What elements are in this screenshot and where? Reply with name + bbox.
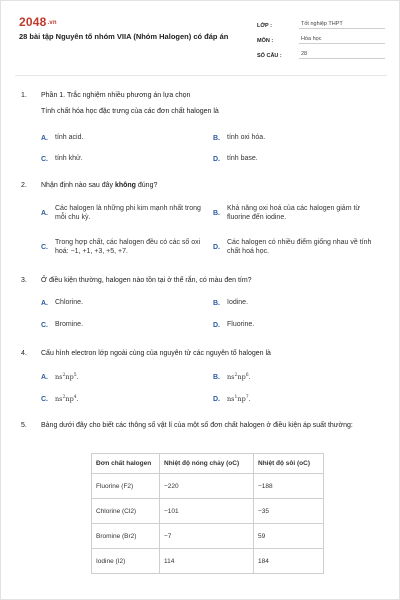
header-divider (15, 75, 387, 76)
question-text-part: đúng? (135, 182, 158, 189)
table-header-cell: Nhiệt độ nóng chảy (oC) (160, 454, 254, 474)
meta-value: 28 (299, 51, 385, 59)
option-letter: C. (41, 395, 48, 403)
formula-part: ns (227, 395, 235, 404)
formula-part: np (65, 373, 74, 382)
option-letter: B. (213, 134, 220, 142)
meta-label: MÔN : (257, 38, 274, 44)
option-b[interactable] (213, 201, 383, 225)
option-text: tính acid. (55, 134, 84, 142)
option-letter: D. (213, 243, 220, 251)
document-header (19, 15, 385, 59)
question-5 (21, 421, 383, 431)
option-letter: B. (213, 299, 220, 307)
table-cell: Iodine (I2) (92, 549, 160, 574)
option-text: Chlorine. (55, 299, 84, 307)
table-cell: Chlorine (Cl2) (92, 499, 160, 524)
formula-exponent: 2 (234, 372, 238, 378)
option-letter: C. (41, 243, 48, 251)
meta-label: SỐ CÂU : (257, 53, 282, 59)
option-letter: D. (213, 155, 220, 163)
question-number: 3. (21, 277, 27, 284)
section-title: Phần 1. Trắc nghiệm nhiều phương án lựa chọn (41, 92, 191, 99)
formula-exponent: 7 (245, 394, 249, 400)
question-text: Tính chất hóa học đặc trưng của các đơn chất halogen là (41, 108, 219, 115)
question-number: 2. (21, 182, 27, 189)
formula-part: ns (55, 373, 63, 382)
question-number: 1. (21, 92, 27, 99)
formula-part: np (237, 395, 246, 404)
option-c[interactable] (41, 315, 211, 335)
meta-row-class (257, 17, 385, 29)
option-text: Fluorine. (227, 321, 255, 329)
question-number: 5. (21, 422, 27, 429)
option-c[interactable] (41, 235, 211, 259)
option-text: Các halogen là những phi kim mạnh nhất trong mỗi chu kỳ. (55, 204, 201, 221)
table-row (92, 549, 324, 574)
table-header-cell: Nhiệt độ sôi (oC) (254, 454, 324, 474)
option-text: Trong hợp chất, các halogen đều có các số oxi hoá: −1, +1, +3, +5, +7. (55, 238, 201, 255)
option-letter: D. (213, 395, 220, 403)
option-letter: C. (41, 155, 48, 163)
table-cell: Fluorine (F2) (92, 474, 160, 499)
table-cell: 184 (254, 549, 324, 574)
option-b[interactable] (213, 293, 383, 313)
option-text: Khả năng oxi hoá của các halogen giảm từ fluorine đến iodine. (227, 204, 361, 221)
question-text: Ở điều kiện thường, halogen nào tồn tại ở thể rắn, có màu đen tím? (41, 277, 252, 284)
formula-part: np (65, 395, 74, 404)
logo-tld: .vn (47, 19, 57, 26)
meta-value: Tốt nghiệp THPT (299, 21, 385, 29)
option-letter: C. (41, 321, 48, 329)
table-cell: −35 (254, 499, 324, 524)
question-text: Bảng dưới đây cho biết các thông số vật lí của một số đơn chất halogen ở điều kiện áp suất thường: (41, 422, 353, 429)
option-b[interactable] (213, 367, 383, 387)
question-number: 4. (21, 350, 27, 357)
option-letter: A. (41, 299, 48, 307)
electron-config-formula: $ns^2np^5$. (55, 372, 79, 382)
option-text: Iodine. (227, 299, 249, 307)
option-letter: B. (213, 373, 220, 381)
table-header-row (92, 454, 324, 474)
option-a[interactable] (41, 201, 211, 225)
meta-row-subject (257, 32, 385, 44)
option-letter: D. (213, 321, 220, 329)
option-b[interactable] (213, 128, 383, 148)
table-cell: 59 (254, 524, 324, 549)
table-cell: −188 (254, 474, 324, 499)
question-3 (21, 276, 383, 286)
option-c[interactable] (41, 389, 211, 409)
question-text: Cấu hình electron lớp ngoài cùng của nguyên tử các nguyên tố halogen là (41, 350, 271, 357)
option-letter: B. (213, 209, 220, 217)
option-text: tính khử. (55, 155, 83, 163)
electron-config-formula: $ns^1np^7$. (227, 394, 251, 404)
formula-exponent: 5 (73, 372, 77, 378)
question-text-emphasis: không (114, 182, 136, 189)
formula-part: ns (55, 395, 63, 404)
question-text-part: Nhận định nào sau đây (41, 182, 115, 189)
table-row (92, 474, 324, 499)
option-letter: A. (41, 373, 48, 381)
option-text: Các halogen có nhiều điểm giống nhau về tính chất hoá học. (227, 238, 372, 255)
option-letter: A. (41, 134, 48, 142)
formula-exponent: 4 (73, 394, 77, 400)
table-row (92, 499, 324, 524)
table-cell: 114 (160, 549, 254, 574)
question-4 (21, 349, 383, 359)
logo-main: 2048 (19, 15, 47, 29)
option-d[interactable] (213, 235, 383, 259)
option-text: tính oxi hóa. (227, 134, 266, 142)
document-meta (257, 17, 385, 62)
meta-row-count (257, 47, 385, 59)
table-cell: −101 (160, 499, 254, 524)
electron-config-formula: $ns^2np^6$. (227, 372, 251, 382)
option-d[interactable] (213, 149, 383, 169)
table-cell: −220 (160, 474, 254, 499)
option-letter: A. (41, 209, 48, 217)
option-a[interactable] (41, 367, 211, 387)
table-cell: −7 (160, 524, 254, 549)
table-row (92, 524, 324, 549)
option-text: tính base. (227, 155, 258, 163)
meta-value: Hóa học (299, 36, 385, 44)
formula-part: np (237, 373, 246, 382)
table-header-cell: Đơn chất halogen (92, 454, 160, 474)
formula-exponent: 1 (234, 394, 238, 400)
halogen-properties-table (91, 453, 324, 574)
document-title: 28 bài tập Nguyên tố nhóm VIIA (Nhóm Halogen) có đáp án (19, 32, 229, 41)
meta-label: LỚP : (257, 23, 272, 29)
electron-config-formula: $ns^2np^4$. (55, 394, 79, 404)
site-logo[interactable] (19, 15, 57, 29)
question-text (41, 181, 383, 191)
option-d[interactable] (213, 389, 383, 409)
formula-exponent: 2 (62, 372, 66, 378)
option-c[interactable] (41, 149, 211, 169)
table-cell: Bromine (Br2) (92, 524, 160, 549)
question-1 (21, 91, 383, 117)
option-d[interactable] (213, 315, 383, 335)
option-a[interactable] (41, 128, 211, 148)
option-text: Bromine. (55, 321, 84, 329)
question-2 (21, 181, 383, 191)
formula-part: ns (227, 373, 235, 382)
formula-exponent: 2 (62, 394, 66, 400)
formula-exponent: 6 (245, 372, 249, 378)
option-a[interactable] (41, 293, 211, 313)
